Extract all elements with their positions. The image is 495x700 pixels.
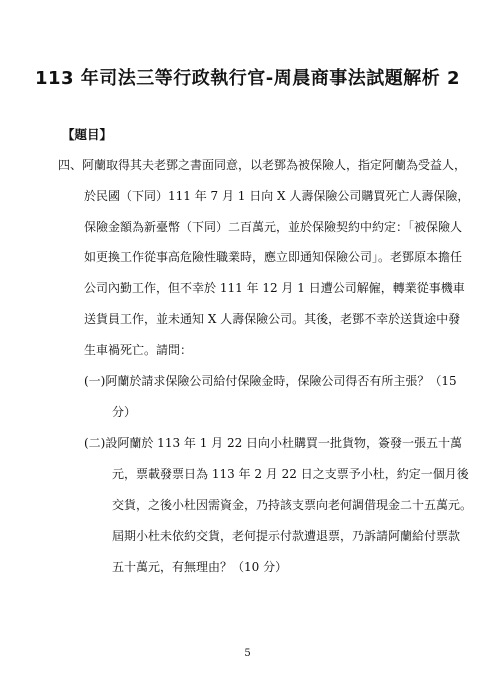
subquestion-2-line: 元，票載發票日為 113 年 2 月 22 日之支票予小杜，約定一個月後	[112, 467, 469, 481]
subquestion-2-line: (二)設阿蘭於 113 年 1 月 22 日向小杜購買一批貨物，簽發一張五十萬	[84, 436, 463, 450]
subquestion-2-line: 交貨，之後小杜因需資金，乃持該支票向老何調借現金二十五萬元。	[112, 498, 473, 512]
page-number: 5	[244, 648, 251, 659]
question-line: 於民國（下同）111 年 7 月 1 日向 X 人壽保險公司購買死亡人壽保險，	[84, 189, 470, 203]
question-line: 如更換工作從事高危險性職業時，應立即通知保險公司」。老鄧原本擔任	[84, 250, 463, 264]
question-line: 保險金額為新臺幣（下同）二百萬元，並於保險契約中約定：「被保險人	[84, 220, 463, 234]
section-label: 【題目】	[62, 127, 113, 142]
subquestion-1-line: 分）	[112, 405, 137, 419]
question-line: 四、阿蘭取得其夫老鄧之書面同意，以老鄧為被保險人，指定阿蘭為受益人，	[58, 158, 467, 172]
subquestion-1-line: (一)阿蘭於請求保險公司給付保險金時，保險公司得否有所主張？（15	[84, 374, 457, 388]
subquestion-2-line: 五十萬元，有無理由？（10 分）	[112, 560, 288, 574]
subquestion-2-line: 屆期小杜未依約交貨，老何提示付款遭退票，乃訴請阿蘭給付票款	[112, 529, 461, 543]
question-line: 生車禍死亡。請問：	[84, 343, 193, 357]
question-line: 公司內勤工作，但不幸於 111 年 12 月 1 日遭公司解僱，轉業從事機車	[84, 281, 465, 295]
question-line: 送貨員工作，並未通知 X 人壽保險公司。其後，老鄧不幸於送貨途中發	[84, 312, 461, 326]
page-title: 113 年司法三等行政執行官-周晨商事法試題解析 2	[34, 68, 461, 89]
